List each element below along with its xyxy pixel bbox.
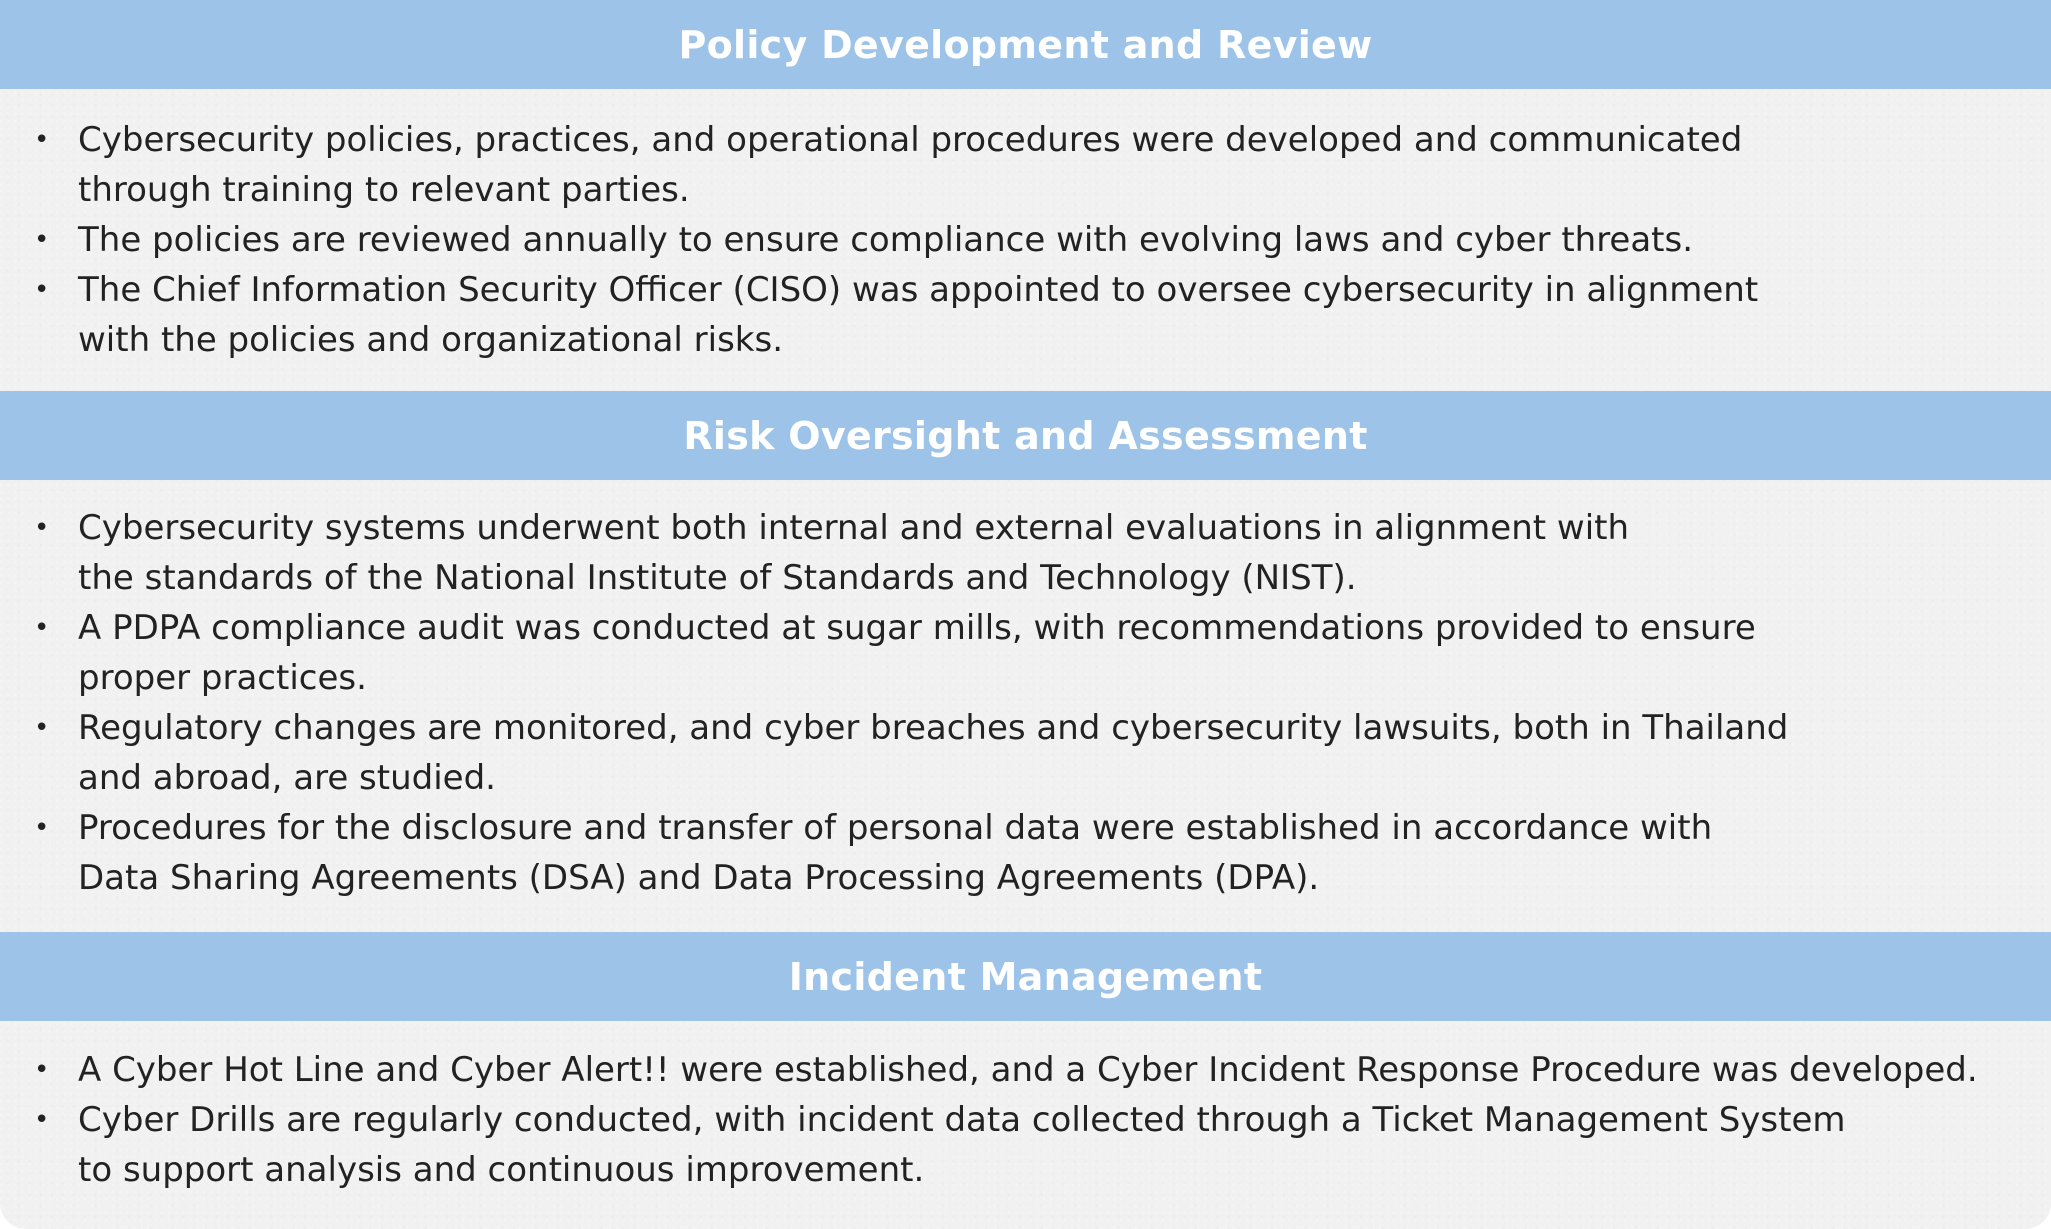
section-title: Incident Management — [788, 954, 1263, 999]
list-item-line: through training to relevant parties. — [78, 170, 690, 210]
list-item — [0, 215, 2051, 265]
section-header-risk-oversight — [0, 391, 2051, 480]
bullet-list — [0, 115, 2051, 365]
bullet-list — [0, 1045, 2051, 1195]
list-item — [0, 503, 2051, 603]
list-item-line: the standards of the National Institute of Standards and Technology (NIST). — [78, 558, 1357, 598]
section-header-policy-development — [0, 0, 2051, 89]
list-item — [0, 803, 2051, 903]
list-item — [0, 115, 2051, 215]
list-item — [0, 1045, 2051, 1095]
bullet-list — [0, 503, 2051, 903]
list-item-line: • Procedures for the disclosure and transfer of personal data were established in accordance with — [78, 808, 1713, 848]
list-item-line: • Cyber Drills are regularly conducted, with incident data collected through a Ticket Management System — [78, 1100, 1846, 1140]
list-item-line: • Regulatory changes are monitored, and cyber breaches and cybersecurity lawsuits, both in Thailand — [78, 708, 1789, 748]
section-body-risk-oversight — [0, 503, 2051, 903]
list-item-line: • The Chief Information Security Officer (CISO) was appointed to oversee cybersecurity in alignment — [78, 270, 1759, 310]
list-item-line: • A Cyber Hot Line and Cyber Alert!! were established, and a Cyber Incident Response Procedure was developed. — [78, 1050, 1978, 1090]
list-item-line: with the policies and organizational risks. — [78, 320, 784, 360]
list-item — [0, 703, 2051, 803]
list-item-line: Data Sharing Agreements (DSA) and Data Processing Agreements (DPA). — [78, 858, 1320, 898]
list-item-line: • Cybersecurity policies, practices, and operational procedures were developed and communicated — [78, 120, 1743, 160]
list-item-line: and abroad, are studied. — [78, 758, 496, 798]
list-item — [0, 603, 2051, 703]
section-body-incident-management — [0, 1045, 2051, 1195]
list-item — [0, 1095, 2051, 1195]
list-item-line: • Cybersecurity systems underwent both internal and external evaluations in alignment with — [78, 508, 1630, 548]
list-item — [0, 265, 2051, 365]
list-item-line: proper practices. — [78, 658, 367, 698]
section-body-policy-development — [0, 115, 2051, 365]
list-item-line: • A PDPA compliance audit was conducted at sugar mills, with recommendations provided to ensure — [78, 608, 1756, 648]
section-title: Policy Development and Review — [678, 22, 1373, 67]
section-title: Risk Oversight and Assessment — [683, 413, 1368, 458]
list-item-line: • The policies are reviewed annually to ensure compliance with evolving laws and cyber threats. — [78, 220, 1694, 260]
list-item-line: to support analysis and continuous improvement. — [78, 1150, 925, 1190]
section-header-incident-management — [0, 932, 2051, 1021]
